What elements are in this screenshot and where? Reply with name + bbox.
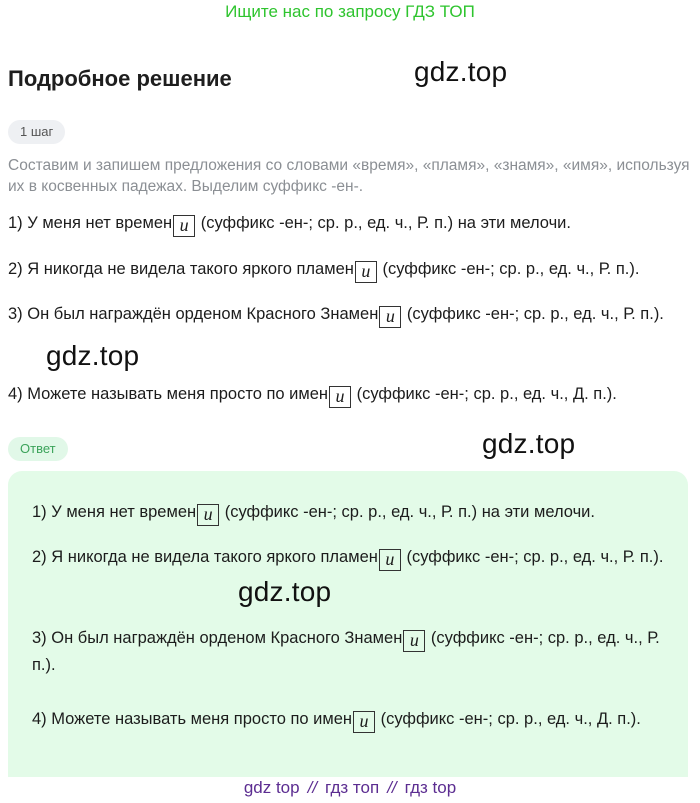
task-intro: Составим и запишем предложения со словами «время», «пламя», «знамя», «имя», используя их в косвенных падежах. Выделим суффикс -ен-. xyxy=(8,157,690,195)
sentence-text: 1) У меня нет времен xyxy=(8,214,173,232)
answer-sentence-2 xyxy=(32,544,672,571)
solution-sentence-3 xyxy=(8,301,692,328)
sentence-text: (суффикс -ен-; ср. р., ед. ч., Р. п.) на эти мелочи. xyxy=(196,214,571,232)
footer-link[interactable]: gdz top xyxy=(243,778,300,797)
suffix-box: и xyxy=(403,630,425,652)
footer-separator: // xyxy=(387,778,397,797)
sentence-text: (суффикс -ен-; ср. р., ед. ч., Р. п.). xyxy=(401,548,664,566)
solution-sentence-4 xyxy=(8,381,692,408)
suffix-box: и xyxy=(379,306,401,328)
sentence-text: 4) Можете называть меня просто по имен xyxy=(32,710,353,728)
sentence-text: 2) Я никогда не видела такого яркого пламен xyxy=(32,548,378,566)
section-title: Подробное решение xyxy=(8,66,232,91)
watermark: gdz.top xyxy=(238,576,332,607)
footer-link[interactable]: гдз топ xyxy=(325,778,380,797)
footer-separator: // xyxy=(307,778,318,797)
sentence-text: (суффикс -ен-; ср. р., ед. ч., Д. п.). xyxy=(376,710,641,728)
answer-sentence-4 xyxy=(32,706,672,733)
suffix-box: и xyxy=(353,711,375,733)
suffix-box: и xyxy=(197,504,219,526)
watermark: gdz.top xyxy=(46,340,140,371)
watermark: gdz.top xyxy=(482,428,576,459)
suffix-box: и xyxy=(173,215,195,237)
sentence-text: (суффикс -ен-; ср. р., ед. ч., Д. п.). xyxy=(352,385,617,403)
sentence-text: (суффикс -ен-; ср. р., ед. ч., Р. п.) на эти мелочи. xyxy=(220,503,595,521)
sentence-text: 3) Он был награждён орденом Красного Знамен xyxy=(32,629,403,647)
answer-badge: Ответ xyxy=(8,437,68,461)
suffix-box: и xyxy=(379,549,401,571)
sentence-text: 4) Можете называть меня просто по имен xyxy=(8,385,329,403)
sentence-text: (суффикс -ен-; ср. р., ед. ч., Р. п.). xyxy=(32,629,660,674)
sentence-text: 2) Я никогда не видела такого яркого пламен xyxy=(8,260,354,278)
answer-sentence-3 xyxy=(32,625,672,678)
suffix-box: и xyxy=(355,261,377,283)
answer-sentence-1 xyxy=(32,499,672,526)
sentence-text: (суффикс -ен-; ср. р., ед. ч., Р. п.). xyxy=(377,260,640,278)
solution-sentence-2 xyxy=(8,256,692,283)
watermark: gdz.top xyxy=(414,56,508,87)
sentence-text: 1) У меня нет времен xyxy=(32,503,197,521)
solution-sentence-1 xyxy=(8,210,692,237)
sentence-text: 3) Он был награждён орденом Красного Знамен xyxy=(8,305,379,323)
suffix-box: и xyxy=(329,386,351,408)
footer-link[interactable]: гдз top xyxy=(404,778,457,797)
answer-box xyxy=(8,471,688,777)
sentence-text: (суффикс -ен-; ср. р., ед. ч., Р. п.). xyxy=(402,305,664,323)
footer-links xyxy=(0,776,700,800)
search-banner: Ищите нас по запросу ГДЗ ТОП xyxy=(225,2,475,21)
step-badge: 1 шаг xyxy=(8,120,65,144)
